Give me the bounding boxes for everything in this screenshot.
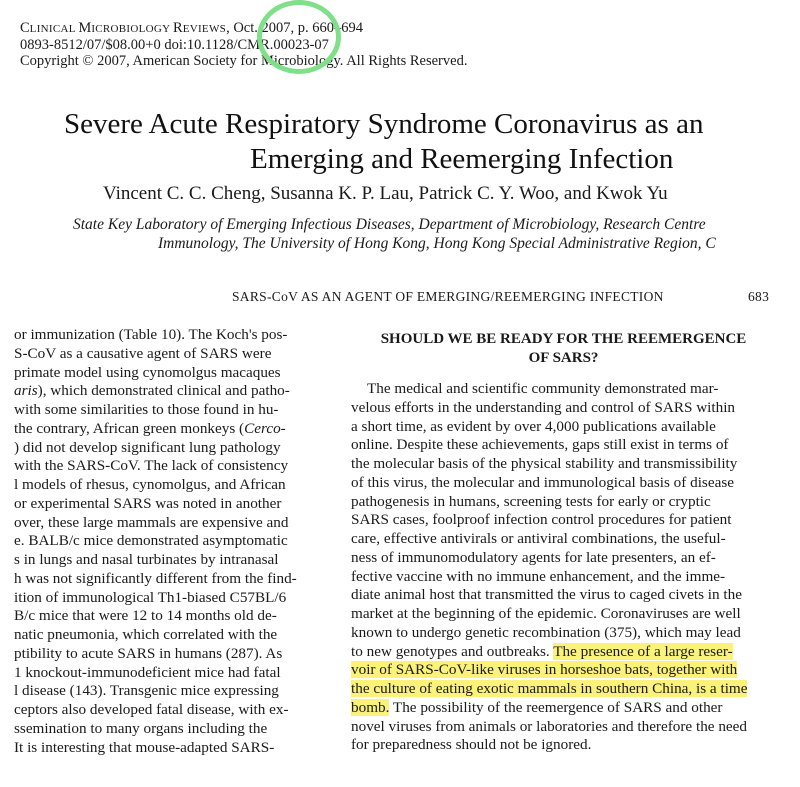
text-line: 1 knockout-immunodeficient mice had fatal: [14, 663, 281, 681]
green-circle-annotation: [257, 0, 341, 74]
text-line: ness of immunomodulatory agents for late presenters, an ef-: [351, 548, 716, 566]
text-line-highlighted: [351, 661, 776, 680]
running-title: SARS-CoV AS AN AGENT OF EMERGING/REEMERGING INFECTION: [232, 289, 664, 304]
text-line: ition of immunological Th1-biased C57BL/6: [14, 588, 287, 606]
plain-text: to new genotypes and outbreaks.: [351, 642, 554, 660]
text-line-highlighted: [351, 680, 776, 699]
text-line: known to undergo genetic recombination (375), which may lead: [351, 623, 741, 641]
text-line: novel viruses from animals or laboratories and therefore the need: [351, 717, 747, 735]
text-line: The medical and scientific community demonstrated mar-: [367, 380, 719, 397]
text-line: diate animal host that transmitted the virus to caged civets in the: [351, 586, 742, 604]
text-line: care, effective antivirals or antiviral combinations, the useful-: [351, 530, 726, 547]
affiliation-line-2: Immunology, The University of Hong Kong, Hong Kong Special Administrative Region, C: [158, 235, 716, 252]
text-line: velous efforts in the understanding and control of SARS within: [351, 398, 736, 416]
plain-text: The possibility of the reemergence of SARS and other: [389, 698, 723, 716]
issn-doi-line: 0893-8512/07/$08.00+0 doi:10.1128/CMR.00023-07: [20, 37, 329, 53]
article-title-line-2: Emerging and Reemerging Infection: [250, 143, 674, 175]
text-line: l disease (143). Transgenic mice expressing: [14, 682, 279, 700]
text-line: primate model using cynomolgus macaques: [14, 363, 281, 381]
text-line: the molecular basis of the physical stability and transmissibility: [351, 455, 738, 472]
text-line-highlight-end: [351, 699, 776, 718]
text-line: ptibility to acute SARS in humans (287). As: [14, 644, 283, 662]
article-title-line-1: Severe Acute Respiratory Syndrome Coronavirus as an: [64, 108, 704, 140]
text-line: of this virus, the molecular and immunological basis of disease: [351, 473, 734, 491]
text-line: pathogenesis in humans, screening tests for early or cryptic: [351, 492, 711, 510]
highlighted-text: The presence of a large reser-: [553, 642, 733, 660]
authors: Vincent C. C. Cheng, Susanna K. P. Lau, Patrick C. Y. Woo, and Kwok Yu: [103, 183, 668, 204]
text-line: s in lungs and nasal turbinates by intranasal: [14, 551, 279, 568]
text-line: ceptors also developed fatal disease, with ex-: [14, 701, 289, 718]
text-line: natic pneumonia, which correlated with the: [14, 626, 278, 643]
text-line: or immunization (Table 10). The Koch's pos-: [14, 326, 288, 343]
text-line: S-CoV as a causative agent of SARS were: [14, 344, 272, 362]
right-column: [351, 330, 776, 755]
text-line: It is interesting that mouse-adapted SARS-: [14, 738, 275, 756]
highlighted-text: voir of SARS-CoV-like viruses in horseshoe bats, together with: [351, 661, 738, 679]
text-line: online. Despite these achievements, gaps still exist in terms of: [351, 436, 729, 454]
text-line: with the SARS-CoV. The lack of consistency: [14, 457, 289, 475]
text-line: fective vaccine with no immune enhancement, and the imme-: [351, 567, 726, 585]
text-line-highlight-start: [351, 643, 776, 662]
text-line: over, these large mammals are expensive and: [14, 513, 289, 531]
copyright-line: Copyright © 2007, American Society for Microbiology. All Rights Reserved.: [20, 53, 468, 69]
text-line: for preparedness should not be ignored.: [351, 736, 592, 754]
text-line: the contrary, African green monkeys (Cerco-: [14, 419, 286, 437]
text-line: market at the beginning of the epidemic. Coronaviruses are well: [351, 605, 741, 622]
left-column: [14, 326, 329, 757]
text-line: with some similarities to those found in hu-: [14, 401, 279, 418]
text-line: B/c mice that were 12 to 14 months old de-: [14, 607, 277, 625]
affiliation-line-1: State Key Laboratory of Emerging Infectious Diseases, Department of Microbiology, Research Centre: [73, 216, 706, 233]
section-heading-line-1: SHOULD WE BE READY FOR THE REEMERGENCE: [380, 331, 747, 347]
text-line: l models of rhesus, cynomolgus, and African: [14, 476, 286, 493]
text-line: ssemination to many organs including the: [14, 719, 268, 737]
journal-citation-line: CLINICAL MICROBIOLOGY REVIEWS, Oct. 2007, p. 660–694: [20, 20, 363, 36]
section-heading-line-2: OF SARS?: [528, 350, 599, 366]
text-line: a short time, as evident by over 4,000 publications available: [351, 417, 716, 435]
text-line: h was not significantly different from the find-: [14, 569, 297, 587]
text-line: or experimental SARS was noted in another: [14, 494, 282, 512]
page-number: 683: [748, 289, 770, 304]
text-line: e. BALB/c mice demonstrated asymptomatic: [14, 532, 288, 550]
text-line: ) did not develop significant lung pathology: [14, 438, 281, 456]
highlighted-text: the culture of eating exotic mammals in southern China, is a time: [351, 680, 748, 697]
text-line: SARS cases, foolproof infection control procedures for patient: [351, 511, 732, 529]
highlighted-text: bomb.: [351, 698, 390, 716]
text-line: aris), which demonstrated clinical and patho-: [14, 382, 290, 400]
